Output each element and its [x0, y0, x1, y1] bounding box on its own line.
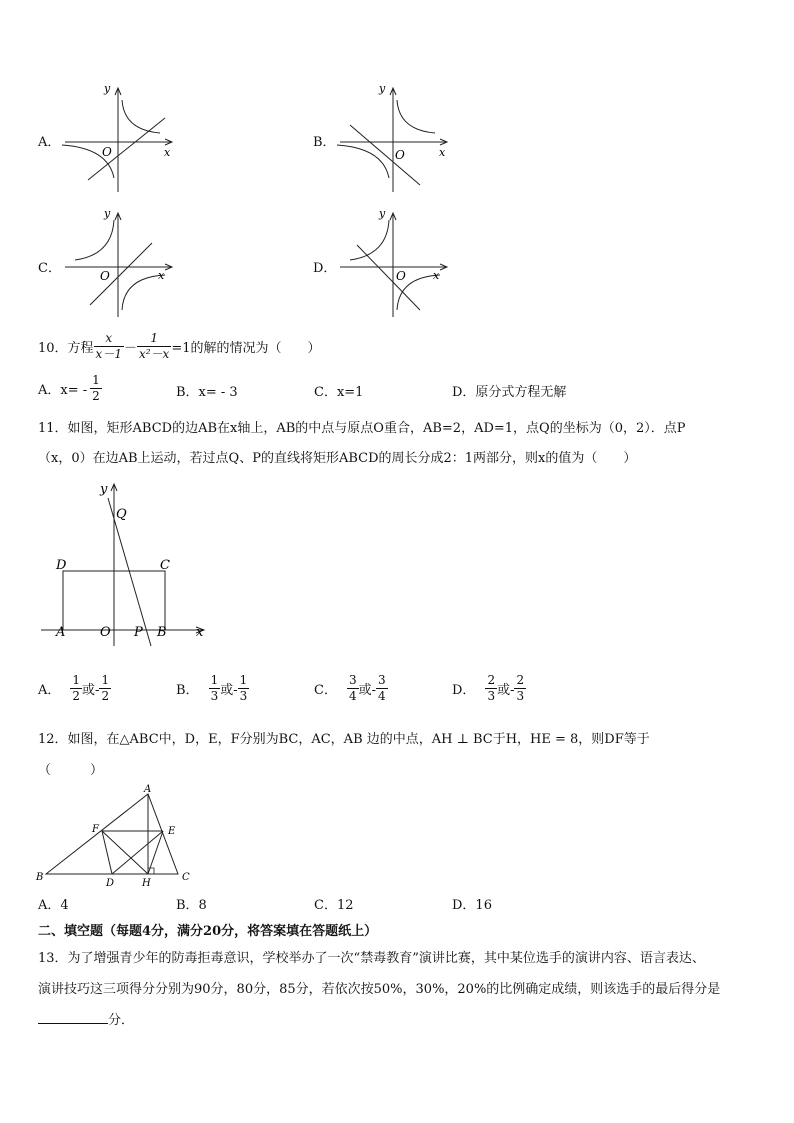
frac-num: 1	[210, 672, 219, 687]
option-fraction-1	[347, 673, 359, 704]
option-fraction-2	[514, 673, 526, 704]
frac-den: x²－x	[138, 346, 170, 361]
q12-line-1: 12．如图，在△ABC中，D，E，F分别为BC，AC，AB 边的中点，AH ⊥ BC于H，HE = 8，则DF等于	[38, 732, 650, 747]
line-graph	[350, 125, 420, 185]
q10-prefix: 10．方程	[38, 340, 94, 356]
option-label: A．	[38, 682, 61, 698]
option-fraction-1	[70, 673, 82, 704]
q11-option-b[interactable]	[176, 670, 249, 706]
q13-tail: 分．	[108, 1013, 135, 1028]
q10-option-c[interactable]: C．x=1	[314, 385, 364, 400]
y-label: y	[379, 207, 386, 220]
q11-option-a[interactable]	[38, 670, 111, 706]
hyperbola-branch-1	[122, 100, 160, 133]
x-label: x	[439, 146, 446, 159]
hyperbola-branch-2	[337, 145, 389, 178]
option-text: A．x= -	[38, 382, 88, 398]
frac-num: 2	[487, 672, 496, 687]
option-fraction-2	[238, 673, 250, 704]
option-label: B．	[176, 682, 199, 698]
label-y: y	[100, 482, 108, 497]
frac-num: 1	[137, 331, 171, 347]
option-fraction-2	[99, 673, 111, 704]
q12-option-d[interactable]: D．16	[452, 898, 492, 913]
q12-figure	[34, 782, 199, 887]
section-heading: 二、填空题（每题4分，满分20分，将答案填在答题纸上）	[38, 924, 378, 939]
q10-minus: －	[123, 340, 137, 356]
q11-line-2: （x，0）在边AB上运动，若过点Q、P的直线将矩形ABCD的周长分成2：1两部分，则x的值为（ ）	[38, 451, 637, 466]
option-d-label: D．	[313, 261, 337, 276]
q10-option-a[interactable]	[38, 370, 102, 406]
label-c: C	[182, 872, 190, 883]
x-label: x	[164, 146, 171, 159]
y-label: y	[104, 82, 111, 95]
label-a: A	[56, 625, 66, 640]
frac-den: 4	[348, 688, 357, 703]
origin-label: O	[396, 269, 406, 283]
frac-num: 1	[92, 372, 100, 387]
frac-num: 1	[101, 672, 110, 687]
q12-option-a[interactable]: A．4	[38, 898, 69, 913]
q13-line-2: 演讲技巧这三项得分分别为90分，80分，85分，若依次按50%，30%，20%的比例确定成绩，则该选手的最后得分是	[38, 982, 721, 997]
label-p: P	[134, 625, 143, 640]
q12-line-2: （ ）	[38, 763, 104, 778]
q10-fraction-1	[94, 331, 124, 362]
q10-fraction-2	[137, 331, 171, 362]
frac-den: 4	[378, 688, 386, 703]
label-b: B	[157, 625, 167, 640]
frac-den: 2	[101, 688, 110, 703]
option-sep: 或-	[497, 682, 515, 698]
label-h: H	[142, 878, 151, 887]
hyperbola-branch-1	[350, 220, 389, 260]
label-b: B	[36, 872, 44, 883]
label-a: A	[144, 784, 152, 795]
label-x: x	[196, 625, 204, 640]
frac-den: 3	[210, 688, 219, 703]
line-graph	[357, 245, 420, 310]
answer-blank[interactable]	[38, 1010, 108, 1024]
hyperbola-branch-1	[397, 100, 435, 133]
frac-num: 3	[348, 672, 357, 687]
x-label: x	[158, 269, 165, 282]
option-fraction-1	[485, 673, 497, 704]
frac-num: x	[94, 331, 124, 347]
q13-line-3	[38, 1009, 134, 1028]
frac-num: 1	[72, 672, 81, 687]
origin-label: O	[100, 269, 110, 283]
triangle-abc	[46, 794, 178, 874]
q11-line-1: 11．如图，矩形ABCD的边AB在x轴上，AB的中点与原点O重合，AB=2，AD=1，点Q的坐标为（0，2）．点P	[38, 421, 686, 436]
frac-den: 2	[92, 388, 100, 403]
q10-stem	[38, 328, 321, 364]
label-d: D	[106, 878, 115, 887]
frac-den: 3	[487, 688, 496, 703]
line-graph	[88, 118, 165, 180]
y-label: y	[379, 82, 386, 95]
frac-den: x－1	[95, 346, 122, 361]
option-label: D．	[452, 682, 476, 698]
q13-line-1: 13．为了增强青少年的防毒拒毒意识，学校举办了一次“禁毒教育”演讲比赛，其中某位选手的演讲内容、语言表达、	[38, 951, 705, 966]
option-c-label: C．	[38, 261, 61, 276]
q12-option-c[interactable]: C．12	[314, 898, 354, 913]
y-label: y	[104, 207, 111, 220]
label-f: F	[92, 824, 99, 835]
origin-label: O	[395, 148, 405, 162]
option-fraction-2	[376, 673, 388, 704]
frac-num: 2	[516, 672, 525, 687]
q11-figure	[36, 476, 221, 656]
option-sep: 或-	[358, 682, 376, 698]
label-c: C	[160, 558, 170, 573]
graph-a	[60, 80, 180, 195]
q11-option-c[interactable]	[314, 670, 388, 706]
hyperbola-branch-1	[75, 220, 114, 260]
option-b-label: B．	[313, 135, 336, 150]
frac-den: 3	[239, 688, 248, 703]
label-q: Q	[116, 507, 127, 522]
option-fraction-1	[209, 673, 221, 704]
graph-d	[335, 205, 455, 320]
label-o: O	[100, 625, 111, 640]
q10-option-d[interactable]: D．原分式方程无解	[452, 385, 567, 400]
graph-b	[335, 80, 455, 195]
option-sep: 或-	[82, 682, 100, 698]
q11-option-d[interactable]	[452, 670, 526, 706]
frac-den: 3	[516, 688, 525, 703]
frac-num: 1	[239, 672, 248, 687]
option-fraction	[90, 373, 102, 404]
q10-suffix: =1的解的情况为（ ）	[171, 340, 321, 356]
graph-c	[60, 205, 180, 320]
origin-label: O	[102, 145, 112, 159]
x-label: x	[433, 269, 440, 282]
segment-fh	[102, 831, 148, 874]
q12-option-b[interactable]: B．8	[176, 898, 207, 913]
segment-fd	[102, 831, 112, 874]
frac-num: 3	[378, 672, 386, 687]
label-d: D	[56, 558, 67, 573]
option-label: C．	[314, 682, 337, 698]
label-e: E	[168, 826, 176, 837]
frac-den: 2	[72, 688, 81, 703]
option-a-label: A．	[38, 135, 61, 150]
option-sep: 或-	[220, 682, 238, 698]
q10-option-b[interactable]: B．x= - 3	[176, 385, 238, 400]
